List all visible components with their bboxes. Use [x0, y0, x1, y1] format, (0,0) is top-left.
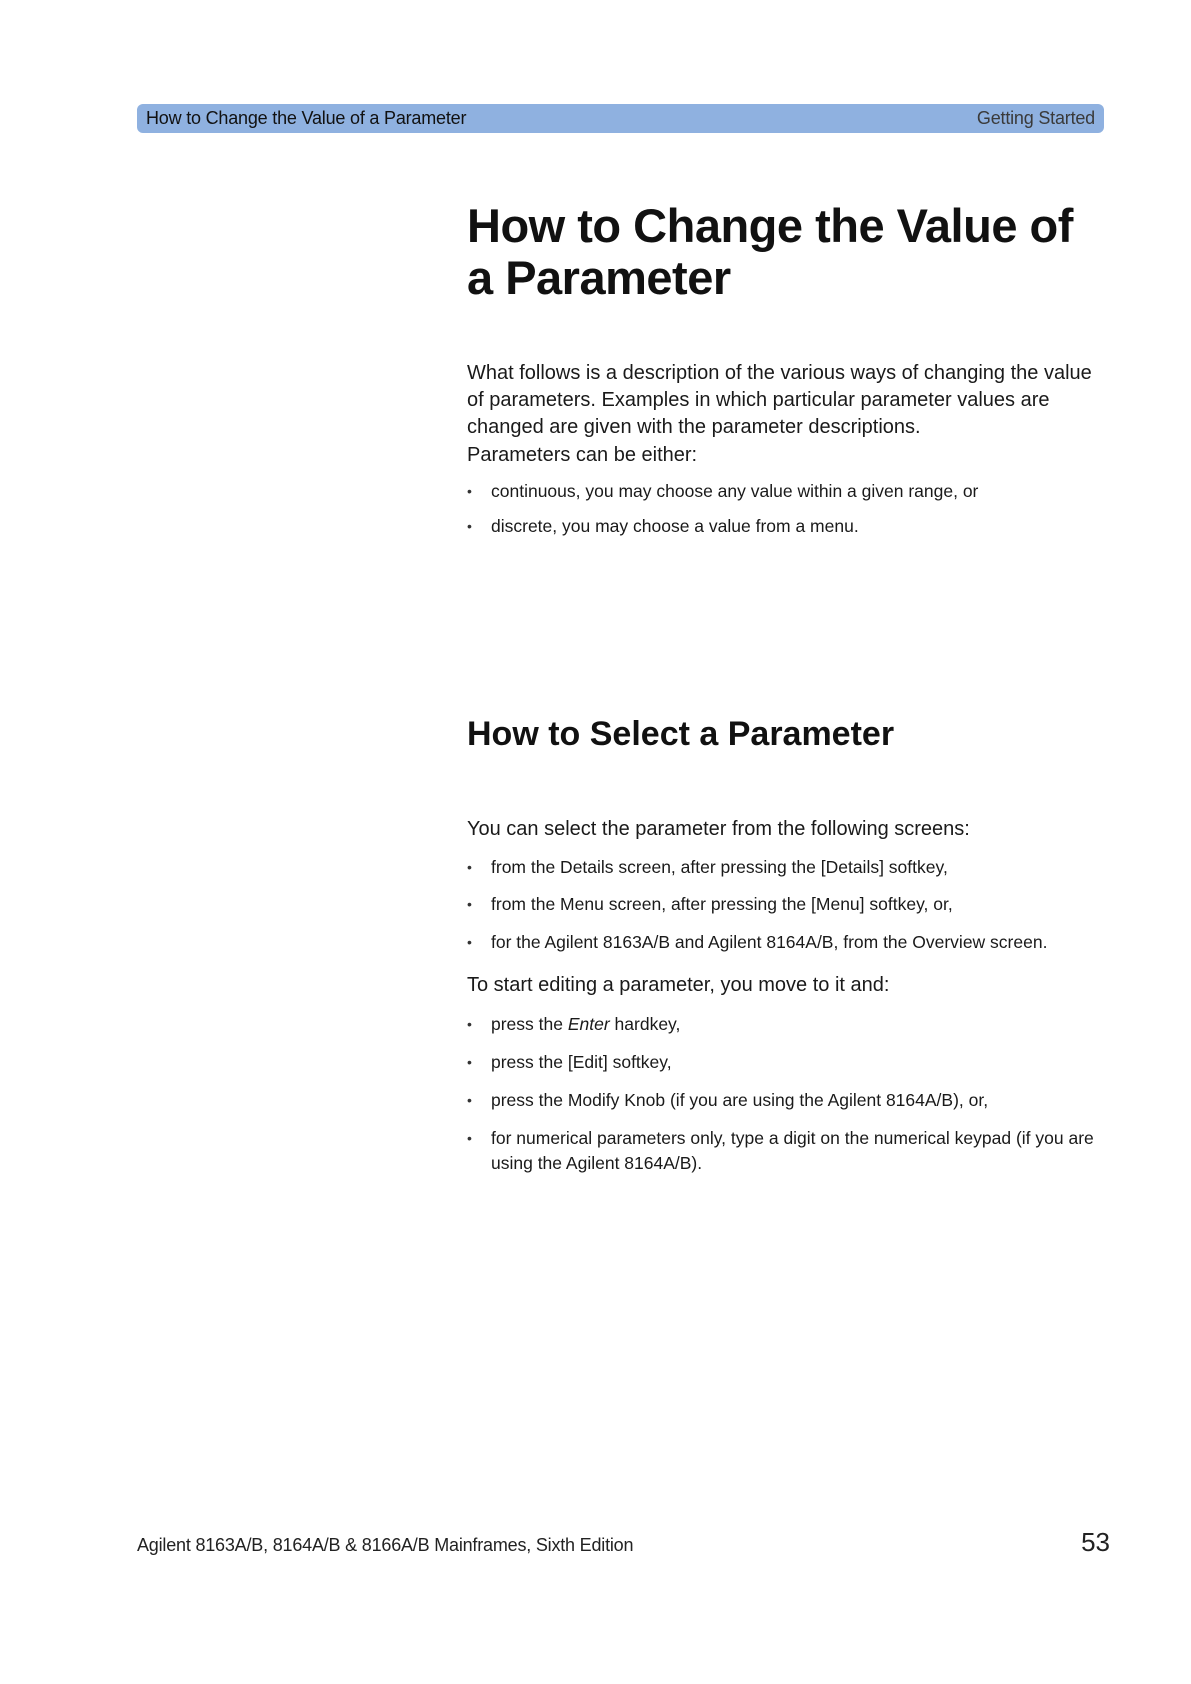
bullet-icon: • — [467, 1092, 472, 1108]
page-number: 53 — [1081, 1527, 1110, 1557]
list-item: • press the Enter hardkey, — [467, 1012, 1107, 1037]
header-chapter-title: How to Change the Value of a Parameter — [146, 108, 467, 128]
bullet-icon: • — [467, 1054, 472, 1070]
bullet-icon: • — [467, 896, 472, 912]
list-item: • continuous, you may choose any value within a given range, or — [467, 479, 1107, 504]
footer-manual-title: Agilent 8163A/B, 8164A/B & 8166A/B Mainframes, Sixth Edition — [137, 1535, 634, 1555]
list-item: • press the [Edit] softkey, — [467, 1050, 1107, 1075]
bullet-icon: • — [467, 518, 472, 534]
list-item: • press the Modify Knob (if you are using the Agilent 8164A/B), or, — [467, 1088, 1107, 1113]
section-title: How to Select a Parameter — [467, 715, 895, 753]
bullet-icon: • — [467, 1016, 472, 1032]
bullet-icon: • — [467, 934, 472, 950]
intro-lead: Parameters can be either: — [467, 444, 698, 466]
section-lead: You can select the parameter from the following screens: — [467, 818, 970, 840]
list-item: • discrete, you may choose a value from a menu. — [467, 514, 1107, 539]
enter-key-label: Enter — [567, 1014, 610, 1034]
page-title: How to Change the Value of a Parameter — [467, 199, 1073, 304]
header-section-name: Getting Started — [976, 108, 1095, 128]
bullet-icon: • — [467, 1130, 472, 1146]
bullet-icon: • — [467, 859, 472, 875]
edit-lead: To start editing a parameter, you move to it and: — [467, 974, 890, 996]
list-item: • from the Menu screen, after pressing the [Menu] softkey, or, — [467, 892, 1107, 917]
list-item: • for the Agilent 8163A/B and Agilent 8164A/B, from the Overview screen. — [467, 930, 1107, 955]
running-header — [137, 104, 1104, 133]
list-item: • from the Details screen, after pressing the [Details] softkey, — [467, 855, 1107, 880]
intro-paragraph: What follows is a description of the various ways of changing the value of parameters. Examples in which particular parameter values are changed are given with the parameter descriptions. — [467, 362, 1092, 438]
bullet-icon: • — [467, 483, 472, 499]
list-item: • for numerical parameters only, type a digit on the numerical keypad (if you are using the Agilent 8164A/B). — [467, 1128, 1094, 1173]
